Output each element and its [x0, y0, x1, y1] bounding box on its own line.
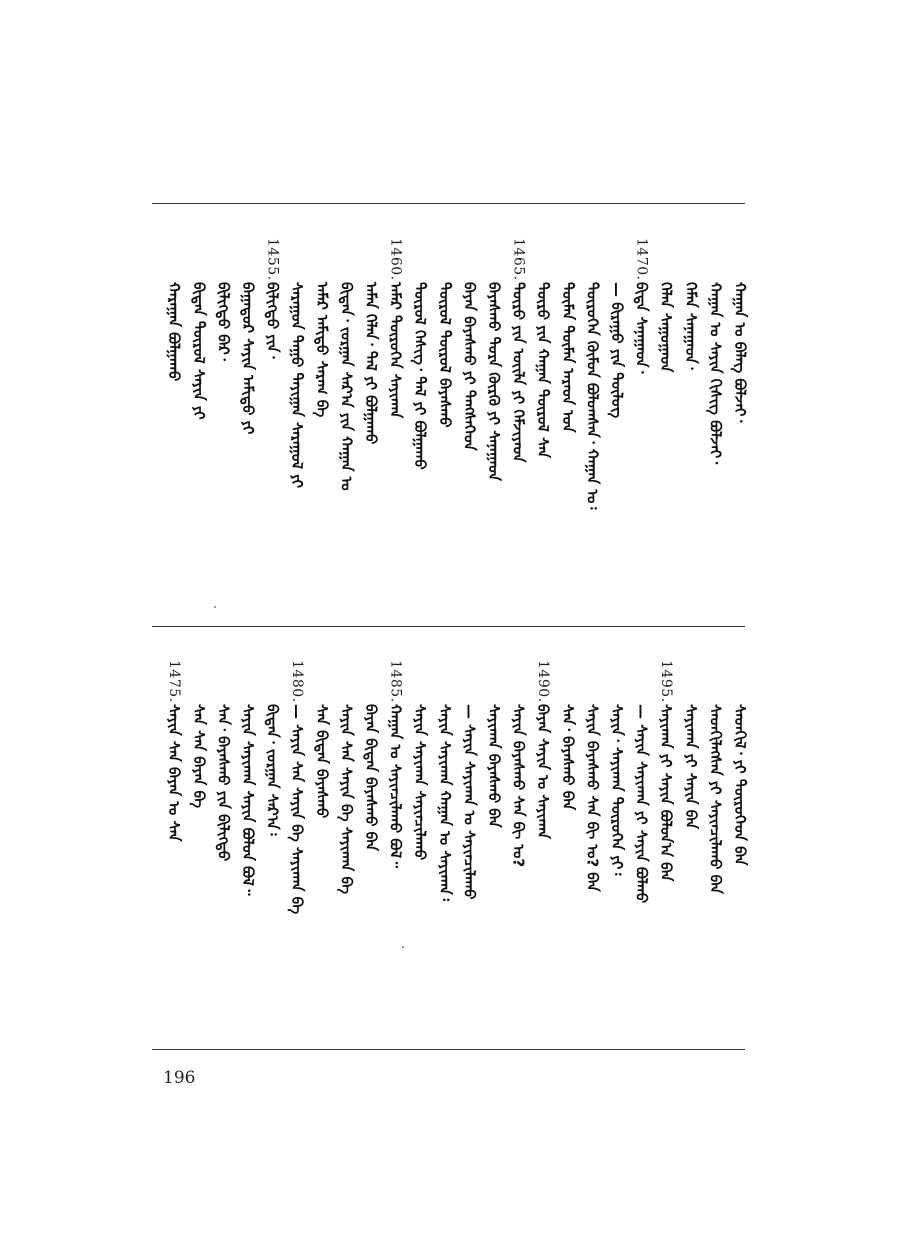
verse-text: ᠬᠠᠭᠠᠨ ᠤ ᠰᠠᠶᠢᠨᠴᠢᠯᠠᠬᠤ ᠪᠣᠯ᠃ — [386, 704, 405, 869]
verse-text: ᠪᠠᠶᠠᠨ ᠪᠠᠶᠠᠰᠬᠤ ᠶᠢ ᠲᠡᠩᠰᠡᠭᠡᠳ — [460, 282, 479, 451]
verse-text: ᠰᠠᠨ᠂ ᠪᠠᠶᠠᠰᠬᠤ ᠪᠠᠨ — [558, 704, 577, 811]
line-number: 1460. — [387, 238, 404, 281]
line-number: 1455. — [264, 238, 281, 281]
verse-text: ᠰᠠᠶᠢᠨ ᠪᠠᠶᠠᠰᠬᠤ ᠰᠠᠨ ᠪᠢ ᠤ? — [509, 704, 528, 868]
verse-text: ᠰᠡᠳᠬᠢᠯᠡᠭᠰᠡᠨ ᠶᠢ ᠰᠠᠶᠢᠨᠴᠢᠯᠠᠬᠤ ᠪᠠᠨ — [706, 704, 725, 894]
line-number: 1465. — [510, 238, 527, 281]
bottom-rule — [152, 1049, 745, 1050]
verse-text: ᠪᠢᠳᠡᠨ ᠲᠥᠷᠥᠯ ᠰᠠᠶᠢᠨ ᠶᠢ — [189, 282, 208, 420]
verse-text: ᠪᠢᠯᠢᠭᠲᠦ ᠪᠡᠷ᠂ — [214, 282, 233, 361]
verse-text: ᠰᠠᠶᠢᠨ ᠰᠠᠨ ᠪᠠᠶᠠᠨ ᠤ ᠰᠠᠨ — [165, 704, 184, 842]
verse-text: ᠠᠮᠠᠷ ᠲᠥᠷᠥᠭᠡᠨ ᠰᠠᠶᠢᠬᠠᠨ — [386, 282, 405, 419]
verse-text: ᠰᠠᠷᠠᠭᠤᠨ ᠳᠠᠭᠤ ᠲᠠᠶᠢᠭᠠᠨ ᠰᠠᠷᠠᠭᠤᠯ ᠶᠢ — [288, 282, 307, 489]
line-number: 1480. — [289, 660, 306, 703]
verse-text: ᠰᠠᠶᠢᠨ ᠰᠠᠨ ᠰᠠᠶᠢᠨ ᠪᠡ ᠰᠠᠶᠢᠬᠠᠨ ᠪᠡ — [337, 704, 356, 895]
verse-text: ᠪᠢᠯᠢᠭᠲᠦ ᠶᠢᠨ᠂ — [263, 282, 282, 359]
verse-text: ᠰᠠᠨ ᠰᠠᠨ ᠪᠠᠶᠠᠨ ᠪᠡ — [189, 704, 208, 809]
verse-text: ᠪᠠᠶᠠᠨ ᠪᠢᠳᠡᠨ ᠪᠠᠶᠠᠰᠬᠤ ᠪᠠᠨ — [362, 704, 380, 852]
verse-text: ᠰᠠᠶᠢᠬᠠᠨ ᠶᠢ ᠰᠠᠶᠢᠨ ᠪᠣᠯᠤᠨ᠎ᠠ ᠪᠠᠨ — [657, 704, 676, 882]
verse-text: — ᠰᠠᠶᠢᠨ ᠰᠠᠶᠢᠬᠠᠨ ᠤ ᠰᠠᠶᠢᠨᠴᠢᠯᠠᠬᠤ — [460, 704, 479, 900]
verse-text: ᠲᠦᠮᠡᠨ ᠲᠦᠮᠡᠨ ᠠᠷᠠᠳ ᠤᠨ — [558, 282, 577, 433]
verse-text: ᠲᠥᠷᠥ ᠶᠢᠨ ᠦᠢᠯᠡ ᠶᠢ ᠬᠡᠮᠵᠢᠶᠡᠳ — [509, 282, 528, 463]
verse-text: ᠬᠡᠯᠡᠨ ᠰᠠᠭᠤᠭᠠᠳ — [657, 282, 676, 373]
verse-text: ᠰᠠᠶᠢᠬᠠᠨ ᠶᠢ ᠰᠠᠶᠢᠨ ᠪᠠᠨ — [681, 704, 700, 830]
verse-text: ᠪᠢᠳᠡᠨ᠂ ᠵᠤᠷᠭᠠᠨ ᠰᠠᠷ᠎ᠠ᠄ — [263, 704, 282, 836]
verse-text: ᠲᠥᠷᠥᠭᠡᠨ ᠬᠦᠮᠦᠨ ᠪᠣᠯᠤᠭᠰᠠᠨ᠂ ᠬᠠᠭᠠᠨ ᠤ᠄ — [583, 282, 602, 510]
verse-text: ᠠᠮᠠᠨ ᠬᠡᠯᠡᠨ᠂ ᠲᠠᠯ ᠶᠢ ᠪᠣᠯᠭᠠᠬᠤ — [362, 282, 380, 445]
line-number: 1475. — [166, 660, 183, 703]
lower-verse-block — [152, 660, 749, 1040]
verse-text: ᠪᠠᠶᠠᠰᠬᠤ ᠳᠤᠷᠠ ᠬᠦᠷᠬᠦ ᠶᠢ ᠰᠠᠨᠠᠭᠠᠳ — [485, 282, 503, 481]
verse-text: ᠪᠠᠶᠠᠨ ᠰᠠᠶᠢᠨ ᠤ ᠰᠠᠶᠢᠬᠠᠨ — [534, 704, 553, 839]
verse-text: ᠲᠥᠷᠥᠯ ᠬᠡᠰᠢᠭ᠂ ᠲᠠᠯ ᠶᠢ ᠪᠣᠯᠭᠠᠬᠤ — [411, 282, 430, 470]
page-number: 196 — [163, 1068, 196, 1088]
line-number: 1485. — [387, 660, 404, 703]
verse-text: ᠰᠠᠨ᠂ ᠪᠠᠶᠠᠰᠬᠤ ᠶᠢᠨ ᠪᠢᠯᠢᠭᠲᠦ — [214, 704, 233, 862]
verse-text: ᠰᠠᠶᠢᠨ ᠰᠠᠶᠢᠬᠠᠨ ᠰᠠᠶᠢᠨ ᠪᠣᠯᠤᠨ ᠪᠣᠯ᠃ — [239, 704, 257, 896]
verse-text: ᠰᠠᠶᠢᠨ ᠰᠠᠶᠢᠬᠠᠨ ᠬᠠᠭᠠᠨ ᠤ ᠰᠠᠶᠢᠬᠠᠨ᠄ — [435, 704, 454, 901]
verse-text: ᠰᠠᠶᠢᠨ ᠪᠠᠶᠠᠰᠬᠤ ᠰᠠᠨ ᠪᠢ ᠤ? ᠪᠠᠨ — [583, 704, 602, 892]
middle-rule — [152, 626, 745, 627]
line-number: 1490. — [535, 660, 552, 703]
verse-text: ᠰᠠᠶᠢᠬᠠᠨ ᠪᠠᠶᠠᠰᠬᠤ ᠪᠠᠨ — [485, 704, 503, 828]
verse-text: ᠬᠡᠮᠡᠨ ᠰᠠᠨᠠᠭᠠᠳ᠂ — [681, 282, 700, 370]
verse-text: — ᠰᠠᠶᠢᠨ ᠰᠠᠶᠢᠬᠠᠨ ᠶᠢ ᠰᠠᠶᠢᠨ ᠪᠣᠯᠬᠤ — [632, 704, 651, 904]
verse-text: ᠰᠠᠨ ᠪᠢᠳᠡᠨ ᠪᠠᠶᠠᠰᠬᠤ — [312, 704, 331, 819]
verse-text: ᠬᠠᠭᠠᠨ ᠤ ᠪᠡᠯᠡᠭ ᠪᠣᠯᠵᠠᠢ᠂ — [731, 282, 749, 423]
verse-text: ᠰᠠᠶᠢᠨ᠂ ᠰᠠᠶᠢᠬᠠᠨ ᠲᠥᠷᠥᠭᠡᠨ ᠶᠢ᠄ — [608, 704, 626, 876]
verse-text: — ᠰᠠᠶᠢᠨ ᠰᠠᠨ ᠰᠠᠶᠢᠨ ᠪᠡ ᠰᠠᠶᠢᠬᠠᠨ ᠪᠡ — [288, 704, 307, 915]
verse-text: ᠬᠠᠷᠠᠭᠠᠨ ᠪᠣᠯᠭᠠᠬᠤ — [165, 282, 184, 382]
verse-text: ᠪᠢᠳᠡᠨ᠂ ᠵᠤᠷᠭᠠᠨ ᠰᠠᠷ᠎ᠠ ᠶᠢᠨ ᠬᠠᠭᠠᠨ ᠤ — [337, 282, 356, 491]
verse-text: — ᠪᠢᠷᠠᠭᠤ ᠶᠢᠨ ᠲᠥᠯᠥᠭ — [608, 282, 626, 419]
verse-text: ᠲᠥᠷᠥᠯ ᠲᠥᠷᠥᠯ ᠪᠠᠶᠠᠰᠬᠤ — [435, 282, 454, 428]
top-rule — [152, 203, 745, 204]
verse-text: ᠰᠡᠳᠬᠢᠯ᠂ ᠶᠢ ᠲᠥᠷᠥᠭᠡᠳ ᠪᠠᠨ — [731, 704, 749, 866]
upper-verse-block — [152, 238, 749, 618]
scan-speck — [402, 946, 404, 948]
verse-text: ᠪᠠᠭᠠᠲᠤᠷ ᠰᠠᠶᠢᠨ ᠠᠮᠢᠳᠤ ᠶᠢ — [239, 282, 257, 435]
verse-text: ᠰᠠᠶᠢᠨ ᠰᠠᠶᠢᠬᠠᠨ ᠰᠠᠶᠢᠨᠴᠢᠯᠠᠬᠤ — [411, 704, 430, 861]
line-number: 1470. — [633, 238, 650, 281]
verse-text: ᠬᠠᠭᠠᠨ ᠤ ᠰᠠᠶᠢᠨ ᠬᠢᠰᠢᠭ ᠪᠣᠯᠵᠠᠢ᠂ — [706, 282, 725, 465]
line-number: 1495. — [658, 660, 675, 703]
verse-text: ᠪᠢᠳᠡ ᠰᠠᠨᠠᠭᠠᠳ᠂ — [632, 282, 651, 374]
scan-speck — [214, 606, 216, 608]
verse-text: ᠲᠥᠷᠥ ᠶᠢᠨ ᠬᠠᠭᠠᠨ ᠲᠥᠷᠥᠯ ᠰᠠᠨ — [534, 282, 553, 458]
verse-text: ᠠᠮᠠᠷ ᠠᠮᠢᠳᠤ ᠰᠠᠷᠠᠭ ᠪᠡ — [312, 282, 331, 418]
